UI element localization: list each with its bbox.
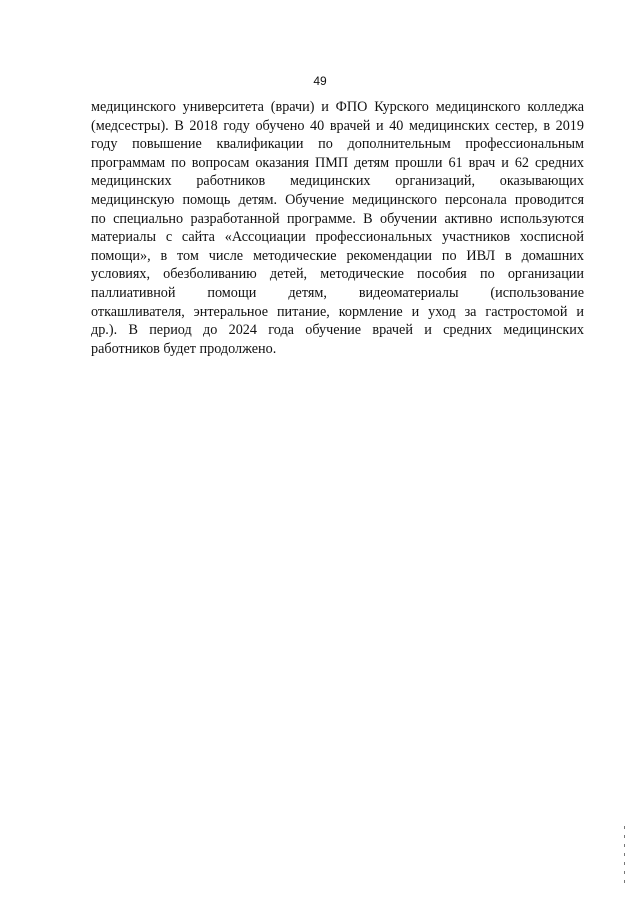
scan-mark (624, 826, 625, 829)
scan-mark (624, 853, 625, 856)
text-line: программам по вопросам оказания ПМП детям прошли 61 врач и 62 средних (91, 154, 584, 171)
scan-mark (624, 862, 625, 865)
text-line: медицинского университета (врачи) и ФПО Курского медицинского колледжа (91, 99, 584, 115)
text-line: году повышение квалификации по дополнительным профессиональным (91, 136, 584, 153)
text-line: помощи», в том числе методические рекомендации по ИВЛ в домашних (91, 247, 584, 264)
text-line: медицинских работников медицинских организаций, оказывающих (91, 173, 584, 190)
scan-mark (624, 844, 625, 847)
text-line: по специально разработанной программе. В обучении активно используются (91, 210, 584, 227)
scan-mark (624, 871, 625, 874)
text-line: медицинскую помощь детям. Обучение медицинского персонала проводится (91, 191, 584, 208)
text-line: материалы с сайта «Ассоциации профессиональных участников хосписной (91, 229, 584, 246)
text-line: др.). В период до 2024 года обучение врачей и средних медицинских (91, 322, 584, 339)
text-line: паллиативной помощи детям, видеоматериалы (использование (91, 284, 584, 301)
scan-mark (624, 880, 625, 883)
text-line: условиях, обезболиванию детей, методические пособия по организации (91, 266, 584, 283)
body-paragraph (91, 98, 584, 358)
text-line: откашливателя, энтеральное питание, кормление и уход за гастростомой и (91, 303, 584, 320)
text-line: работников будет продолжено. (91, 340, 277, 357)
page-number: 49 (313, 74, 327, 88)
text-line: (медсестры). В 2018 году обучено 40 врачей и 40 медицинских сестер, в 2019 (91, 117, 584, 134)
scan-mark (624, 835, 625, 838)
scan-margin-marks (624, 826, 626, 896)
